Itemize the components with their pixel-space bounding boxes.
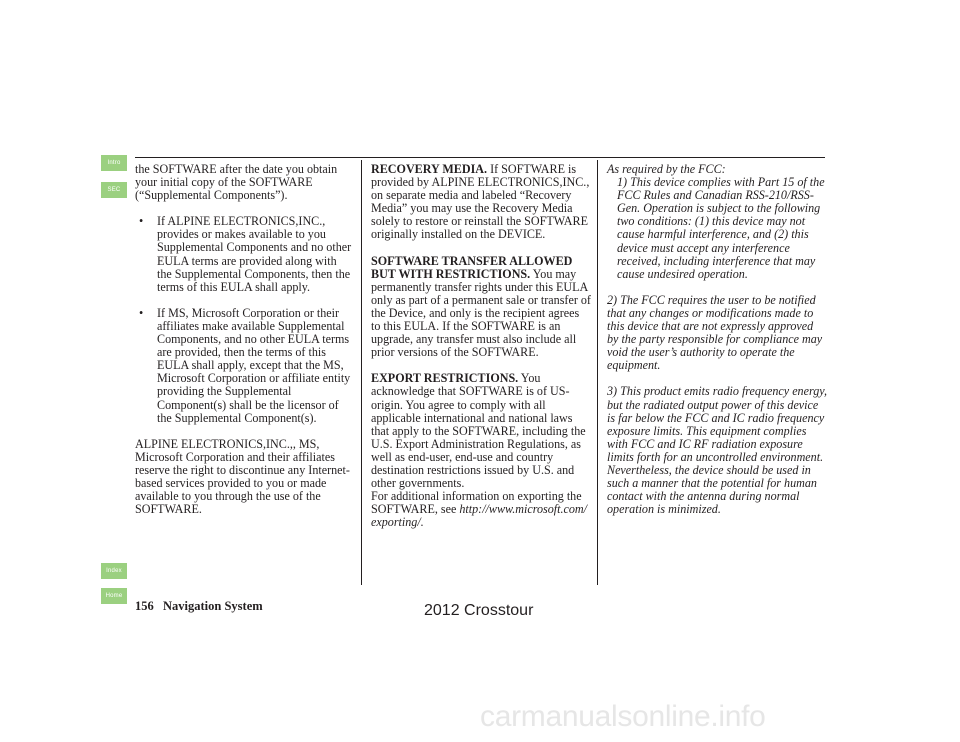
bullet-symbol: • [139, 305, 144, 320]
column-2 [371, 163, 591, 542]
top-rule [135, 157, 825, 158]
bullet-symbol: • [139, 214, 144, 229]
export-restrictions-heading: EXPORT RESTRICTIONS. [371, 371, 519, 386]
index-tab[interactable]: Index [101, 563, 127, 579]
internet-services-paragraph: ALPINE ELECTRONICS,INC.,, MS, Microsoft Corporation and their affiliates reserve the right to discontinue any Internet-based services provided to you or made available to you through the use of the SOFTWARE. [135, 436, 350, 517]
fcc-statement-2: 2) The FCC requires the user to be notified that any changes or modifications made to this device that are not expressly approved by the party responsible for compliance may void the user’s authority to operate the equipment. [607, 292, 823, 373]
column-3-fcc [607, 163, 827, 529]
software-transfer-heading: SOFTWARE TRANSFER ALLOWED BUT WITH RESTRICTIONS. [371, 253, 573, 281]
recovery-media-heading: RECOVERY MEDIA. [371, 162, 488, 176]
fcc-intro: As required by the FCC: [607, 162, 726, 176]
bullet-item-alpine [135, 215, 353, 294]
column-1 [135, 163, 353, 529]
column-divider-2 [597, 160, 598, 585]
intro-tab[interactable]: Intro [101, 155, 127, 171]
column-divider-1 [361, 160, 362, 585]
section-title: Navigation System [163, 599, 263, 613]
software-transfer-body: You may permanently transfer rights under this EULA only as part of a permanent sale or transfer of the Device, and only is the recipient agrees to this EULA. If the SOFTWARE is an upgrade, any transfer must also include all prior versions of the SOFTWARE. [371, 266, 591, 360]
software-transfer-paragraph [371, 255, 591, 360]
export-info-text: For additional information on exporting the SOFTWARE, see [371, 489, 582, 517]
export-info-link[interactable]: http://www.microsoft.com/exporting/. [371, 502, 588, 530]
fcc-statement-3: 3) This product emits radio frequency energy, but the radiated output power of this device is far below the FCC and IC radio frequency exposure limits. This equipment complies with FCC and IC RF radiation exposure limits forth for an uncontrolled environment. Nevertheless, the device should be used in such a manner that the potential for human contact with the antenna during normal operation is minimized. [607, 384, 828, 517]
home-tab[interactable]: Home [101, 588, 127, 604]
bullet-text-alpine: If ALPINE ELECTRONICS,INC., provides or makes available to you Supplemental Components and no other EULA terms are provided along with the Supplemental Components, then the terms of this EULA shall apply. [157, 214, 352, 294]
document-title: 2012 Crosstour [424, 602, 534, 619]
page-number: 156 [135, 599, 154, 613]
export-restrictions-paragraph [371, 372, 591, 490]
recovery-media-paragraph [371, 163, 591, 242]
bullet-item-microsoft [135, 307, 353, 425]
fcc-statement-1: 1) This device complies with Part 15 of the FCC Rules and Canadian RSS-210/RSS-Gen. Operation is subject to the following two conditions: (1) this device may not cause harmful interference, and (2) this device must accept any interference received, including interference that may cause undesired operation. [617, 175, 825, 281]
watermark-text: carmanualsonline.info [480, 700, 766, 733]
bullet-text-microsoft: If MS, Microsoft Corporation or their affiliates make available Supplemental Components, and no other EULA terms are provided, then the terms of this EULA shall apply, except that the MS, Microsoft Corporation or affiliate entity providing the Supplemental Component(s) shall be the licensor of the Supplemental Component(s). [157, 305, 351, 425]
export-info-paragraph [371, 490, 591, 529]
export-restrictions-body: You acknowledge that SOFTWARE is of US-origin. You agree to comply with all applicable international and national laws that apply to the SOFTWARE, including the U.S. Export Administration Regulations, as well as end-user, end-use and country destination restrictions issued by U.S. and other governments. [371, 371, 586, 491]
supplemental-intro-paragraph: the SOFTWARE after the date you obtain your initial copy of the SOFTWARE (“Supplemental Components”). [135, 162, 338, 203]
recovery-media-body: If SOFTWARE is provided by ALPINE ELECTRONICS,INC., on separate media and labeled “Recovery Media” you may use the Recovery Media solely to restore or reinstall the SOFTWARE originally installed on the DEVICE. [371, 162, 590, 242]
sec-tab[interactable]: SEC [101, 182, 127, 198]
